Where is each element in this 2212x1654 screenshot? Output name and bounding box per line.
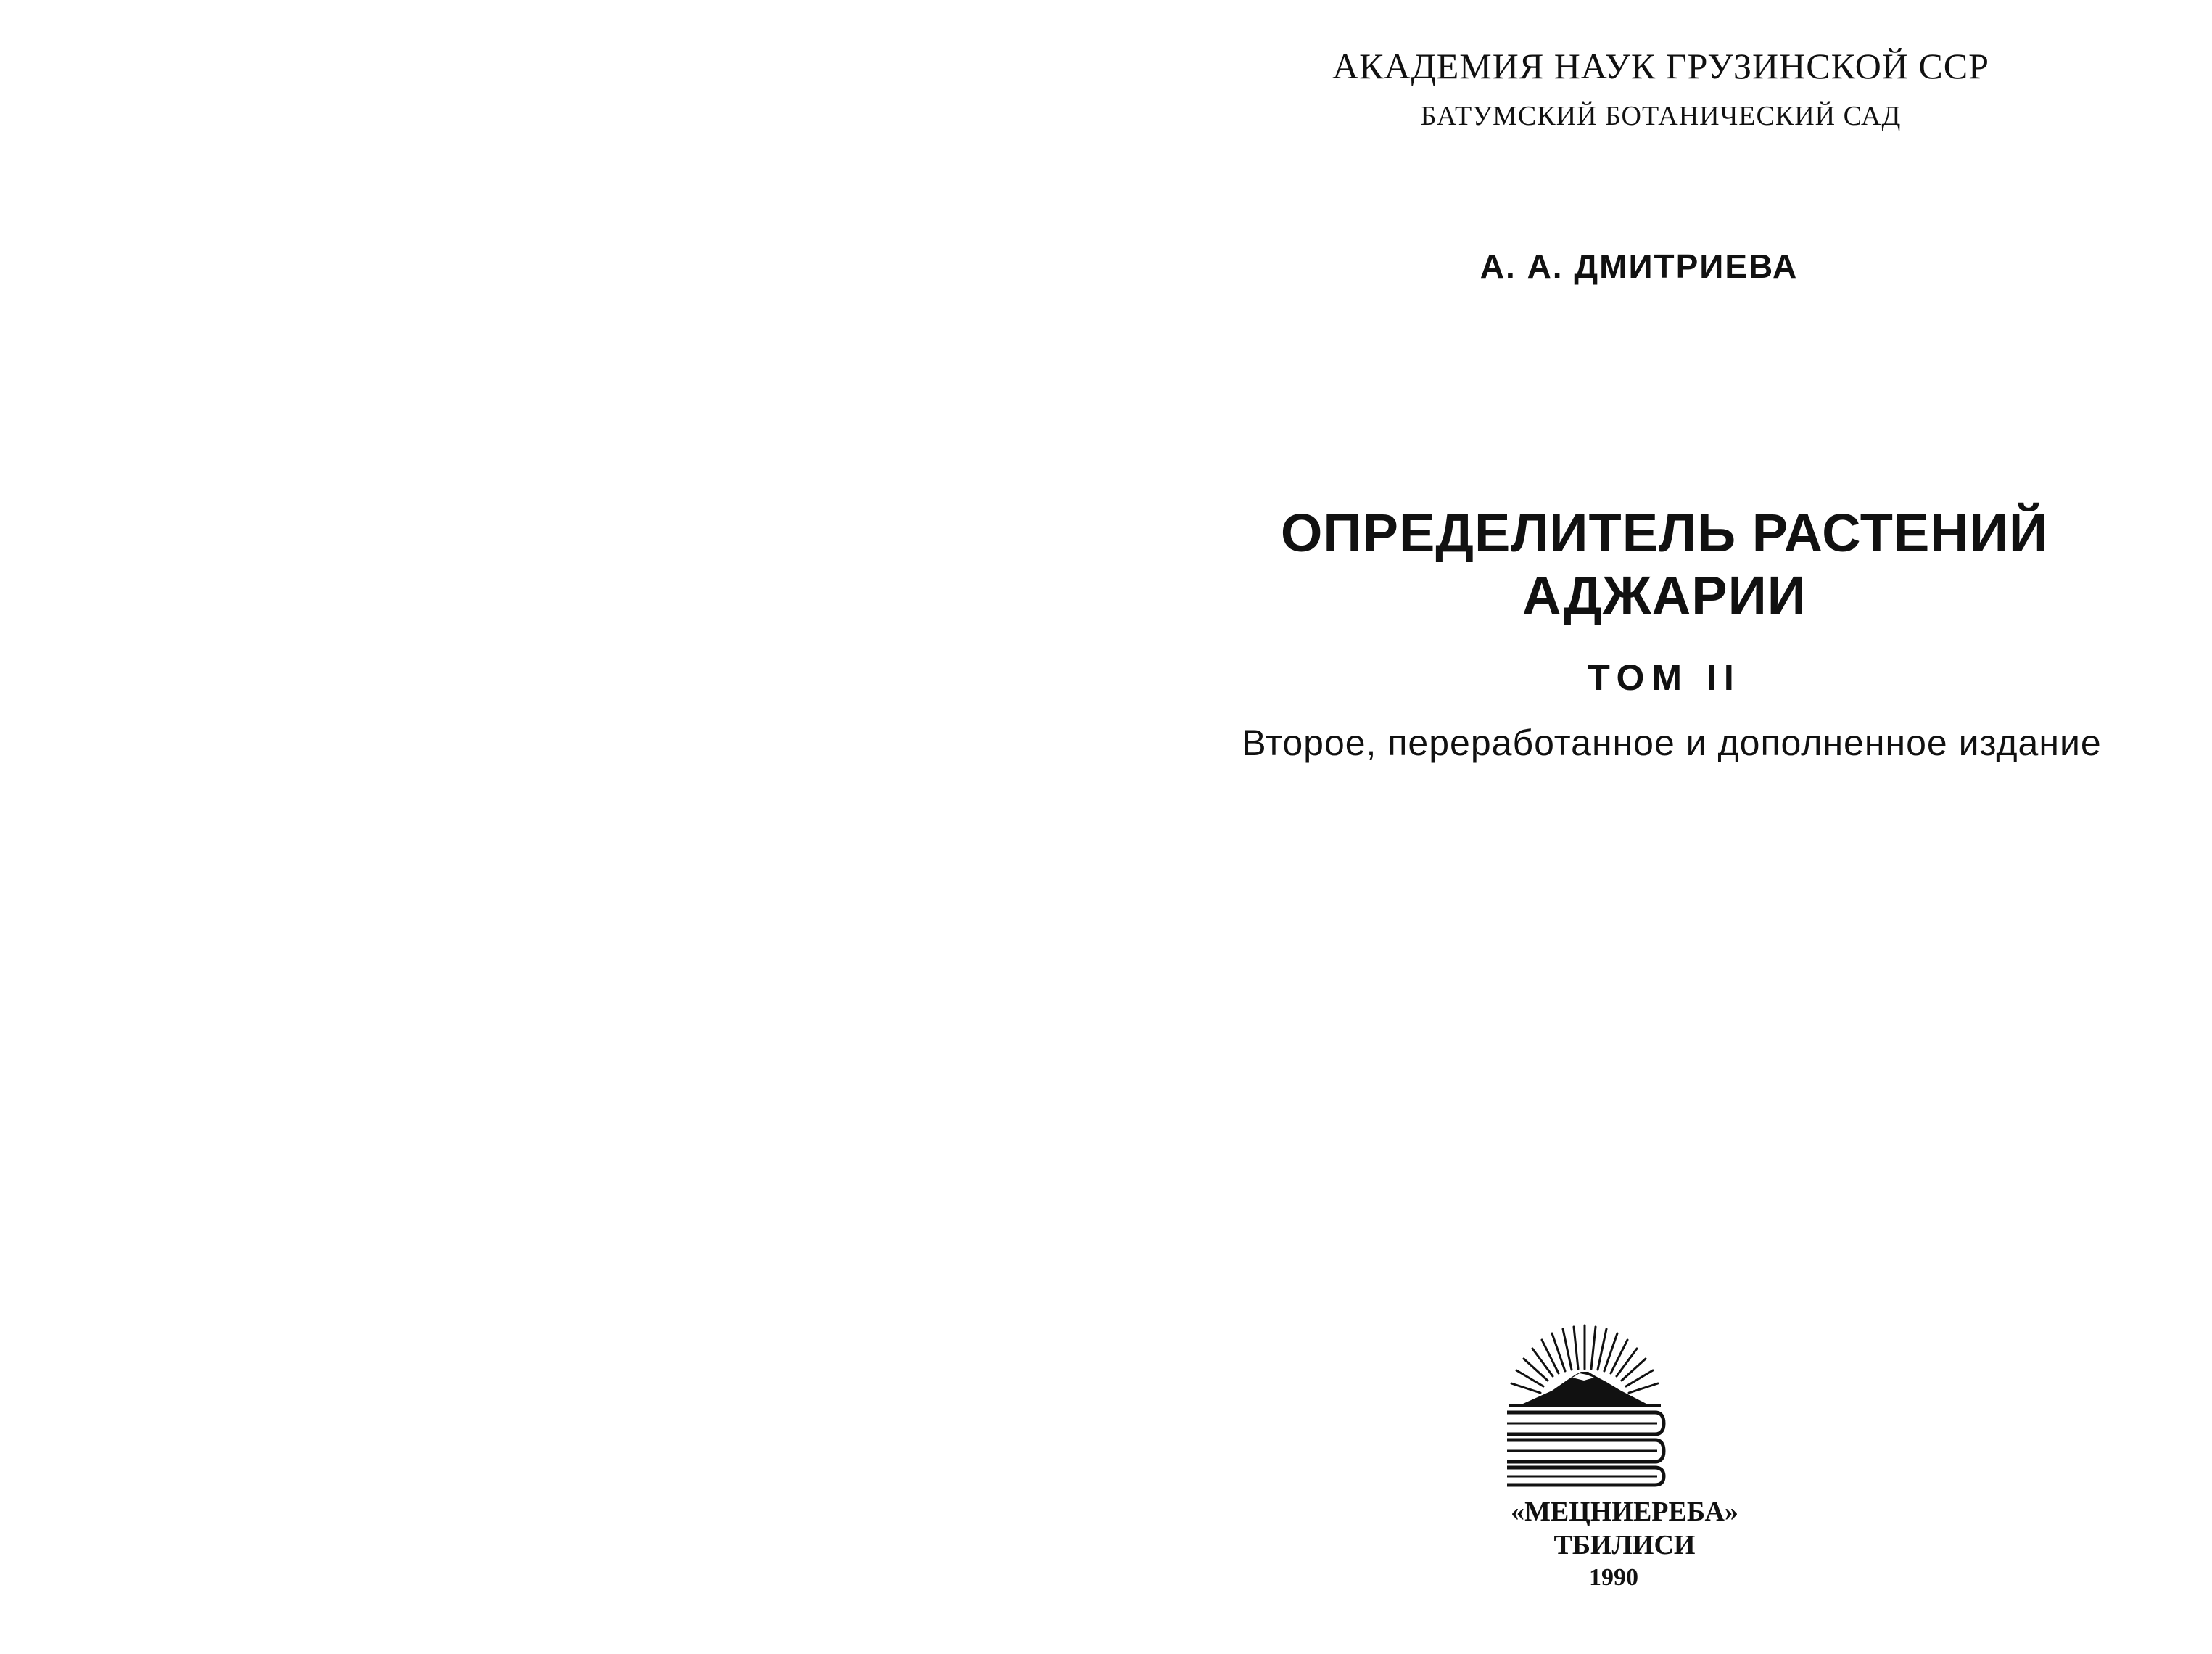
publisher-city: ТБИЛИСИ — [1553, 1530, 1696, 1560]
institution-name: БАТУМСКИЙ БОТАНИЧЕСКИЙ САД — [1420, 101, 1902, 131]
author-name: А. А. ДМИТРИЕВА — [1480, 247, 1799, 285]
publisher-logo-icon — [1494, 1324, 1675, 1487]
left-page-blank — [0, 0, 1088, 1654]
book-title-line-1: ОПРЕДЕЛИТЕЛЬ РАСТЕНИЙ — [1280, 503, 2049, 563]
publication-year: 1990 — [1589, 1564, 1638, 1591]
academy-name: АКАДЕМИЯ НАУК ГРУЗИНСКОЙ ССР — [1332, 46, 1989, 86]
book-title-line-2: АДЖАРИИ — [1522, 565, 1807, 625]
volume-number: ТОМ II — [1588, 657, 1741, 698]
title-page — [1088, 0, 2212, 1654]
edition-note: Второе, переработанное и дополненное издание — [1242, 723, 2102, 763]
publisher-name: «МЕЦНИЕРЕБА» — [1511, 1497, 1738, 1527]
